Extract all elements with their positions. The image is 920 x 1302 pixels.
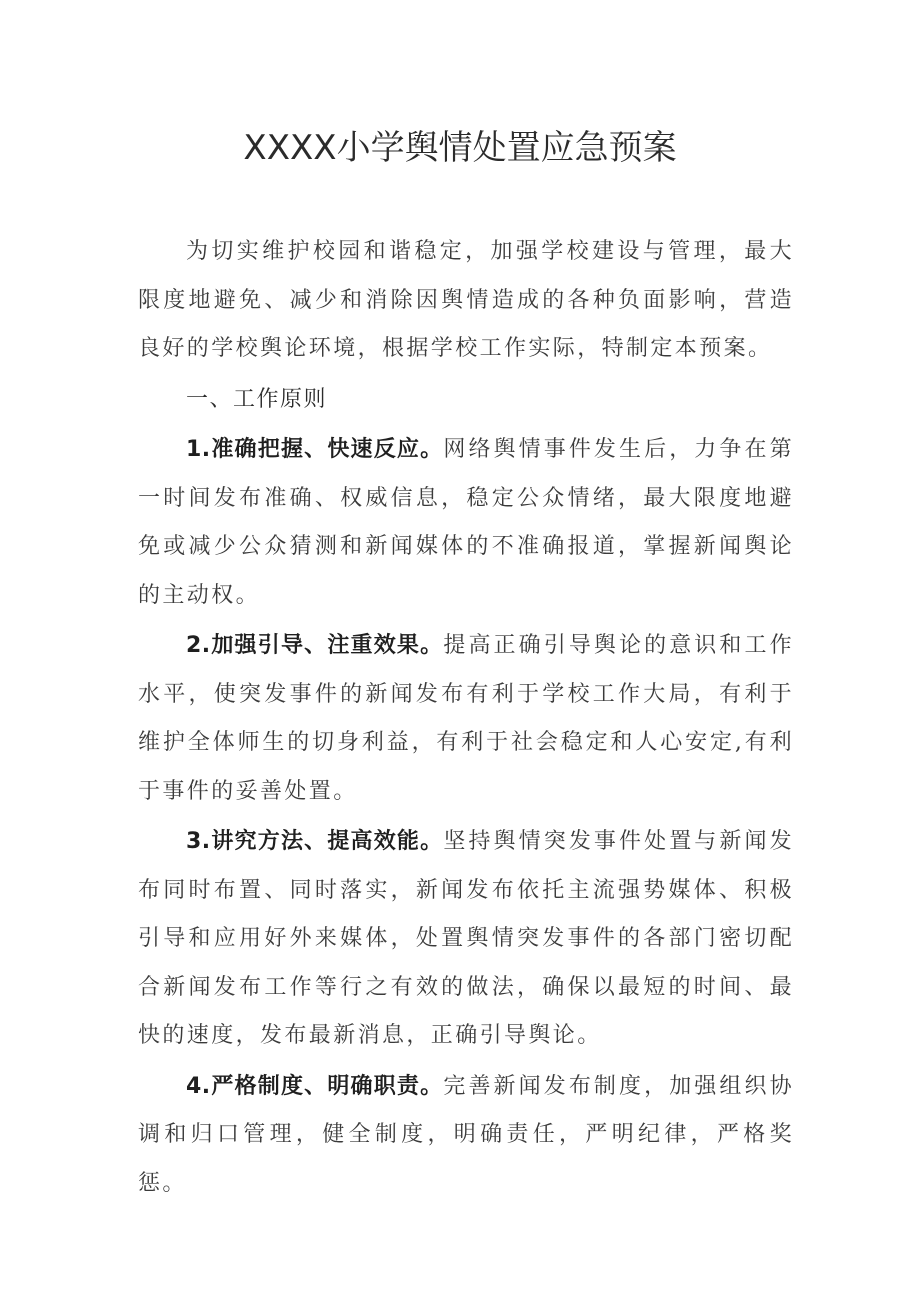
principle-text-3: 坚持舆情突发事件处置与新闻发布同时布置、同时落实，新闻发布依托主流强势媒体、积极引导和应用好外来媒体，处置舆情突发事件的各部门密切配合新闻发布工作等行之有效的做法，确保以最短的时间、最快的速度，发布最新消息，正确引导舆论。 <box>138 829 795 1048</box>
intro-paragraph: 为切实维护校园和谐稳定，加强学校建设与管理，最大限度地避免、减少和消除因舆情造成的各种负面影响，营造良好的学校舆论环境，根据学校工作实际，特制定本预案。 <box>138 239 794 361</box>
principle-lead-2: 2.加强引导、注重效果。 <box>186 633 444 658</box>
principle-paragraph-3 <box>138 818 794 1061</box>
principle-paragraph-4 <box>138 1063 794 1209</box>
principle-paragraph-1 <box>138 426 794 620</box>
document-title: XXXX小学舆情处置应急预案 <box>243 128 677 168</box>
principle-lead-4: 4.严格制度、明确职责。 <box>186 1073 444 1099</box>
section-heading <box>138 376 794 425</box>
principle-lead-3: 3.讲究方法、提高效能。 <box>186 829 444 854</box>
document-body <box>138 228 794 1208</box>
principle-paragraph-2 <box>138 622 794 816</box>
principle-text-2: 提高正确引导舆论的意识和工作水平，使突发事件的新闻发布有利于学校工作大局，有利于维护全体师生的切身利益，有利于社会稳定和人心安定,有利于事件的妥善处置。 <box>138 633 795 804</box>
section-heading-text: 一、工作原则 <box>186 386 328 412</box>
principle-lead-1: 1.准确把握、快速反应。 <box>186 437 444 462</box>
principle-text-1: 网络舆情事件发生后，力争在第一时间发布准确、权威信息，稳定公众情绪，最大限度地避免或减少公众猜测和新闻媒体的不准确报道，掌握新闻舆论的主动权。 <box>138 437 795 608</box>
principle-text-4: 完善新闻发布制度，加强组织协调和归口管理，健全制度，明确责任，严明纪律，严格奖惩。 <box>138 1073 795 1196</box>
